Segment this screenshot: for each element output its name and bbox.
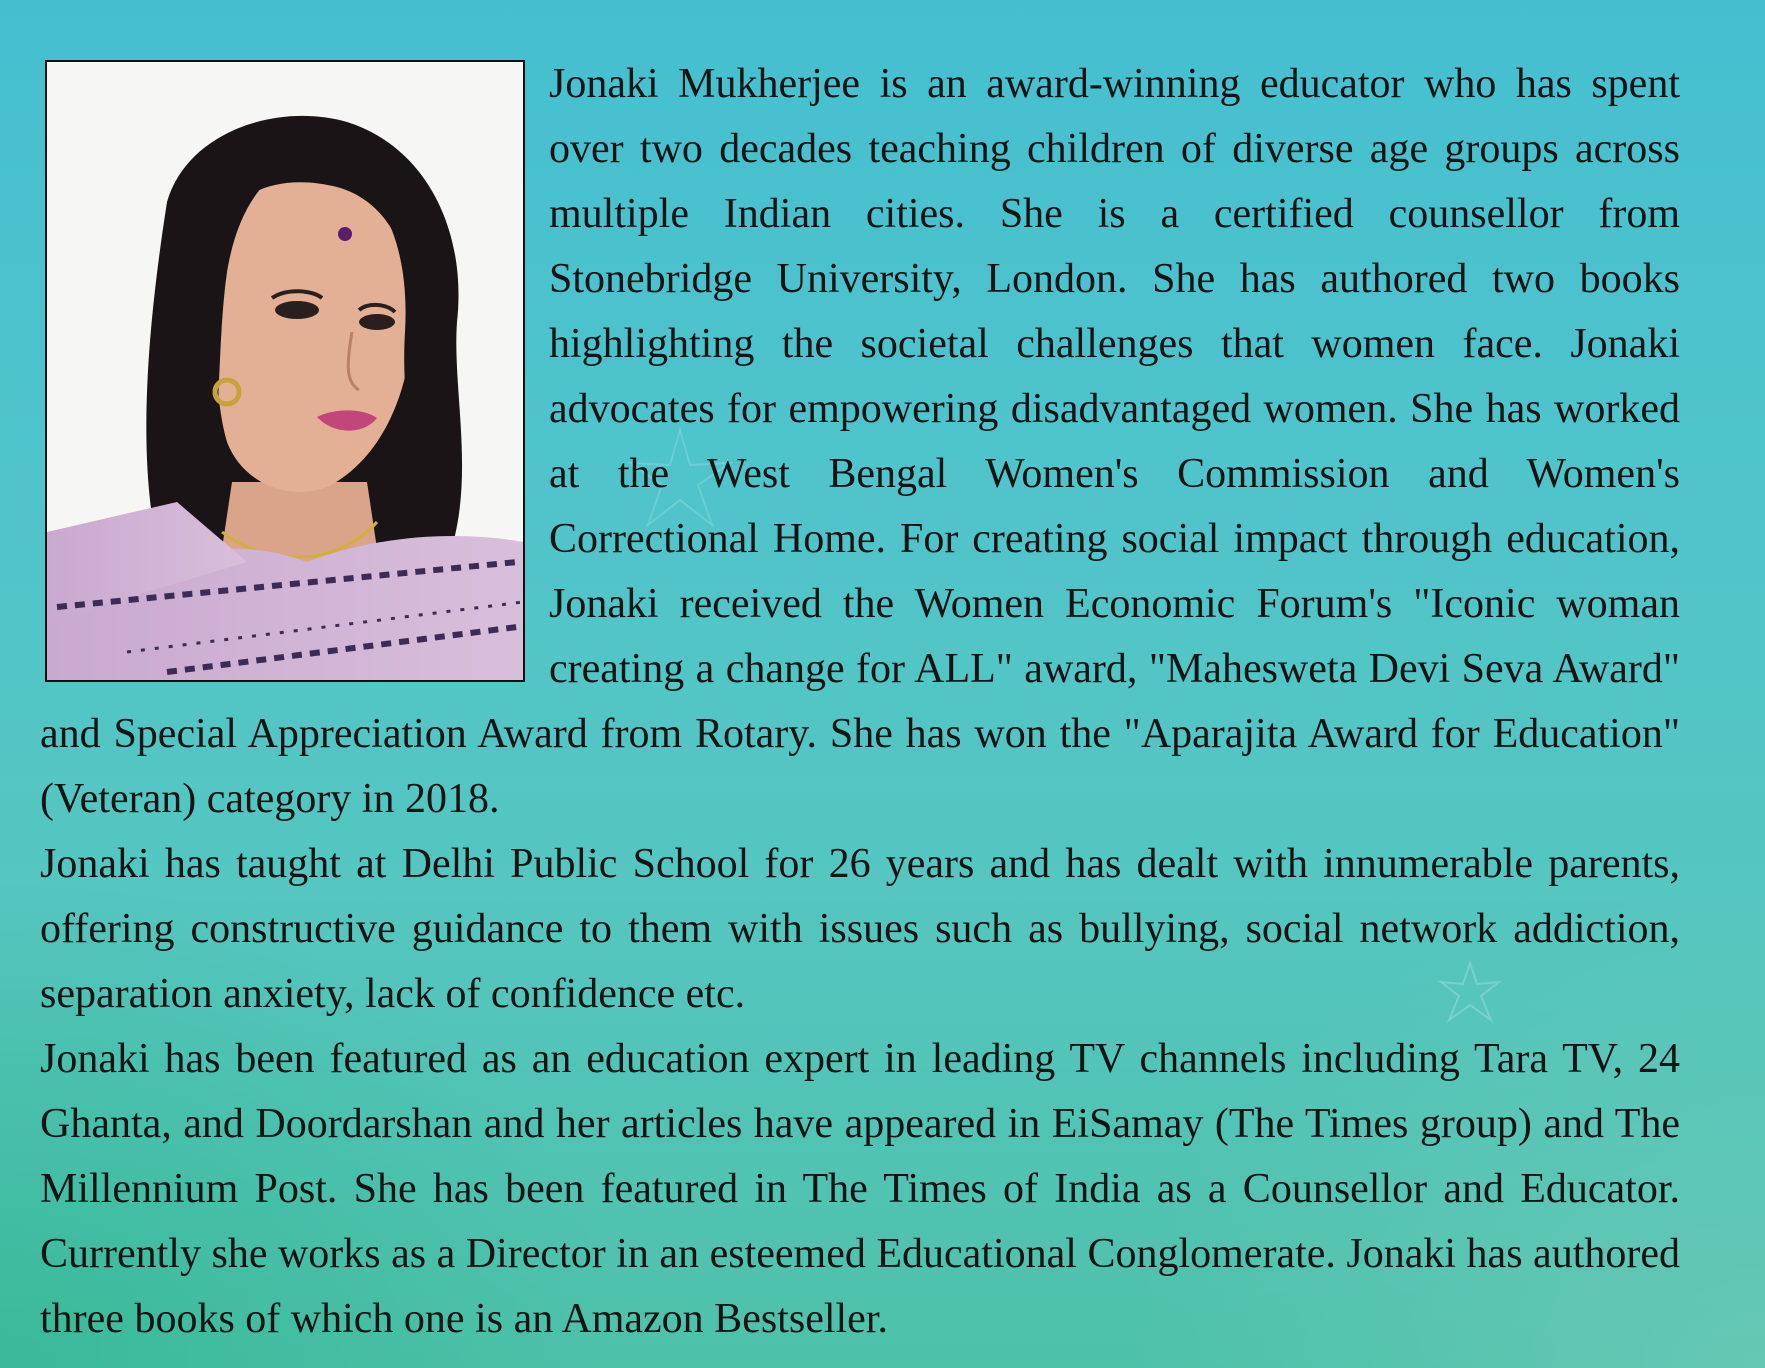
bio-paragraph-2: Jonaki has taught at Delhi Public School for 26 years and has dealt with innumerable parents, offering constructive guidance to them with issues such as bullying, social network addiction, separation anxiety, lack of confidence etc.	[40, 841, 1680, 1017]
bio-paragraph-3: Jonaki has been featured as an education expert in leading TV channels including Tara TV, 24 Ghanta, and Doordarshan and her articles have appeared in EiSamay (The Times group) and The Millennium Post. She has been featured in The Times of India as a Counsellor and Educator. Currently she works as a Director in an esteemed Educational Conglomerate. Jonaki has authored three books of which one is an Amazon Bestseller.	[40, 1036, 1680, 1342]
bio-text-block	[40, 52, 1680, 1352]
author-portrait	[45, 60, 525, 682]
bio-paragraph-1: Jonaki Mukherjee is an award-winning educator who has spent over two decades teaching children of diverse age groups across multiple Indian cities. She is a certified counsellor from Stonebridge University, London. She has authored two books highlighting the societal challenges that women face. Jonaki advocates for empowering disadvantaged women. She has worked at the West Bengal Women's Commission and Women's Correctional Home. For creating social impact through education, Jonaki received the Women Economic Forum's "Iconic woman creating a change for ALL" award, "Mahesweta Devi Seva Award" and Special Appreciation Award from Rotary. She has won the "Aparajita Award for Education"(Veteran) category in 2018.	[40, 61, 1680, 822]
